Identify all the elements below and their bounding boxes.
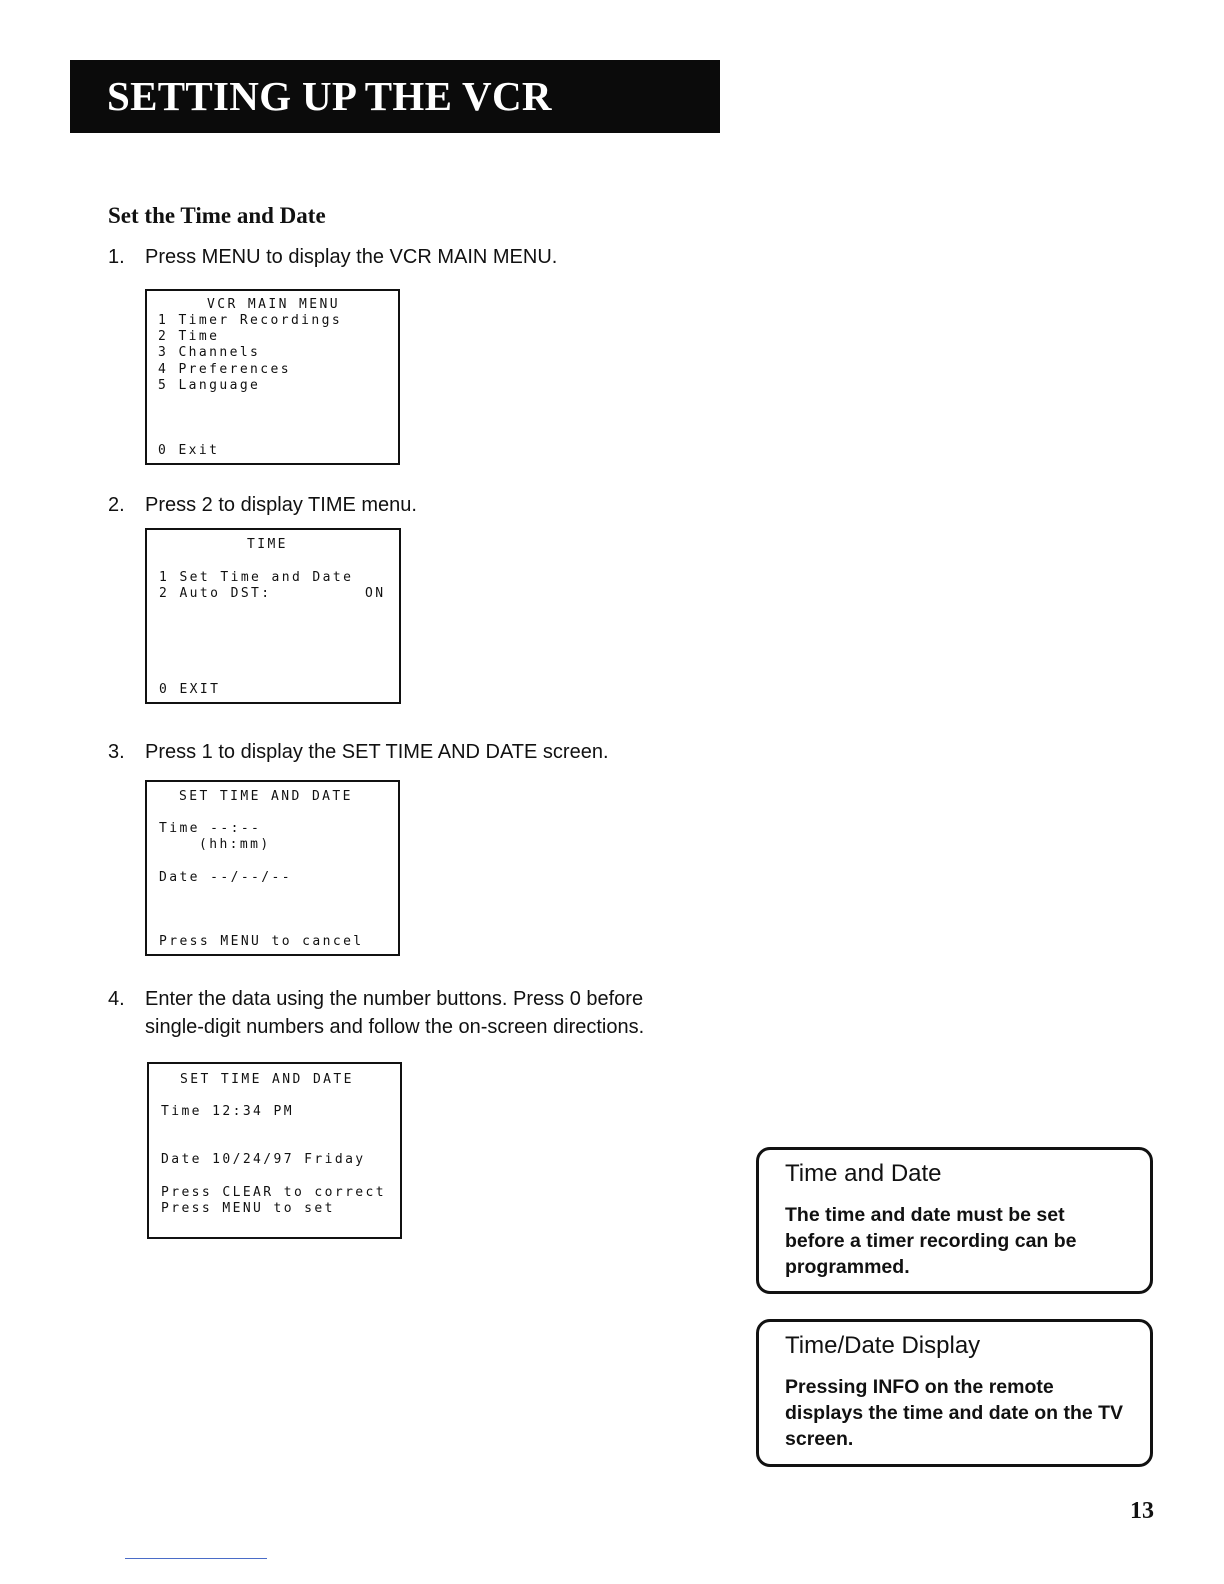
step-text: single-digit numbers and follow the on-screen directions. [145,1016,645,1038]
set-time-date-screen-blank [145,780,400,956]
note-title: Time and Date [785,1160,942,1187]
section-heading: Set the Time and Date [108,203,326,228]
time-format-hint: (hh:mm) [199,837,271,852]
menu-item: 1 Timer Recordings [158,313,343,328]
menu-item: 3 Channels [158,345,261,360]
note-time-date-display [756,1319,1153,1467]
auto-dst-value: ON [365,586,386,601]
clear-hint: Press CLEAR to correct [161,1185,386,1200]
time-field: Time --:-- [159,821,262,836]
menu-exit: 0 Exit [158,443,220,458]
step-text: Press 1 to display the SET TIME AND DATE screen. [145,741,609,763]
cancel-hint: Press MENU to cancel [159,934,364,949]
step-number: 3. [108,741,125,763]
note-time-and-date [756,1147,1153,1294]
screen-title: SET TIME AND DATE [180,1072,354,1087]
note-body: Pressing INFO on the remote displays the time and date on the TV screen. [785,1376,1124,1450]
footer-rule [125,1558,267,1559]
page-number: 13 [1130,1498,1154,1524]
date-field: Date --/--/-- [159,870,292,885]
step-number: 1. [108,246,125,268]
page-title-bar [70,60,720,133]
step-number: 2. [108,494,125,516]
menu-item: 4 Preferences [158,362,291,377]
vcr-main-menu-screen [145,289,400,465]
menu-exit: 0 EXIT [159,682,221,697]
date-field: Date 10/24/97 Friday [161,1152,366,1167]
note-body: The time and date must be set before a timer recording can be programmed. [785,1204,1077,1278]
time-field: Time 12:34 PM [161,1104,294,1119]
screen-title: VCR MAIN MENU [207,297,340,312]
time-menu-screen [145,528,401,704]
step-text: Press MENU to display the VCR MAIN MENU. [145,246,558,268]
step-text: Press 2 to display TIME menu. [145,494,417,516]
menu-item: 5 Language [158,378,261,393]
step-text: Enter the data using the number buttons. Press 0 before [145,988,644,1010]
step-number: 4. [108,988,125,1010]
screen-title: TIME [247,537,288,552]
set-time-date-screen-filled [147,1062,402,1239]
set-hint: Press MENU to set [161,1201,335,1216]
menu-item: 2 Time [158,329,220,344]
page-title: SETTING UP THE VCR [107,73,552,119]
screen-title: SET TIME AND DATE [179,789,353,804]
menu-item: 1 Set Time and Date [159,570,354,585]
note-title: Time/Date Display [785,1332,981,1359]
menu-item: 2 Auto DST: [159,586,272,601]
